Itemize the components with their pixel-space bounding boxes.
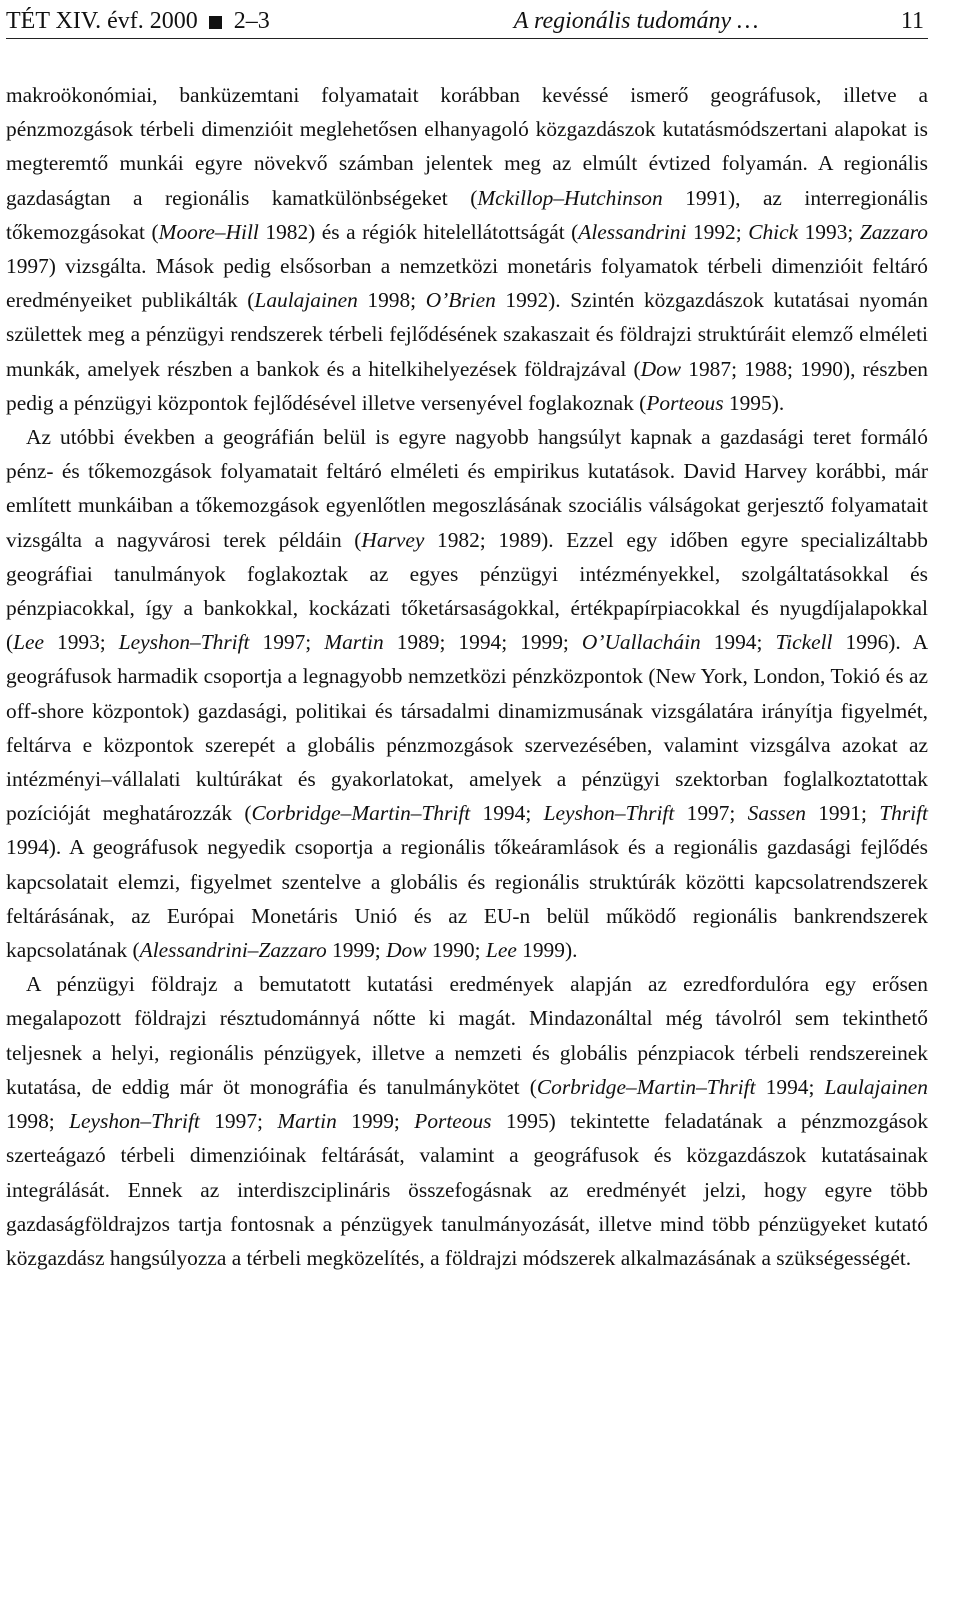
paragraph-text: A pénzügyi földrajz a bemutatott kutatási eredmények alapján az ezredfordulóra egy erősen megalapozott földrajzi résztudománnyá nőtte ki magát. Mindazonáltal még távolról sem tekinthető teljesnek a helyi, regionális pénzügyek, illetve a nemzeti és globális pénzpiacok térbeli rendszereinek kutatása, de eddig már öt monográfia és tanulmánykötet ( bbox=[6, 972, 928, 1099]
paragraph bbox=[6, 78, 928, 420]
citation-author: Chick bbox=[748, 219, 799, 244]
citation-author: Porteous bbox=[646, 390, 724, 415]
citation-author: Leyshon–Thrift bbox=[543, 801, 675, 826]
citation-author: Laulajainen bbox=[254, 288, 358, 313]
paragraph-text: 1994; bbox=[700, 630, 776, 655]
paragraph-text: makroökonómiai, banküzemtani folyamatait korábban kevéssé ismerő geográfusok, illetve a pénzmozgások térbeli dimenzióit meglehetősen elhanyagoló közgazdászok kutatásmódszertani alapokat is megteremtő munkái egyre növekvő számban jelentek meg az elmúlt évtized folyamán. A regionális gazdaságtan a regionális kamatkülönbségeket ( bbox=[6, 83, 928, 210]
paragraph bbox=[6, 967, 928, 1275]
square-bullet-icon bbox=[209, 16, 222, 29]
citation-author: Mckillop–Hutchinson bbox=[477, 185, 663, 210]
issue-number: 2–3 bbox=[233, 8, 270, 34]
paragraph-text: 1997) vizsgálta. Mások pedig elsősorban a nemzetközi monetáris folyamatok térbeli dimenzióit feltáró eredményeiket publikálták ( bbox=[6, 254, 928, 313]
citation-author: Lee bbox=[485, 938, 517, 963]
citation-author: O’Uallacháin bbox=[581, 630, 701, 655]
citation-author: Laulajainen bbox=[824, 1074, 928, 1099]
citation-author: Leyshon–Thrift bbox=[118, 630, 250, 655]
paragraph-text: 1999). bbox=[516, 938, 578, 963]
paragraph-text: 1992; bbox=[686, 219, 749, 244]
paragraph-text: 1993; bbox=[798, 219, 860, 244]
paragraph-text: 1997; bbox=[674, 801, 748, 826]
paragraph-text: 1994; bbox=[755, 1074, 825, 1099]
citation-author: Porteous bbox=[414, 1109, 492, 1134]
paragraph-text: 1996). A geográfusok harmadik csoportja a legnagyobb nemzetközi pénzközpontok (New York, London, Tokió és az off-shore központok) gazdasági, politikai és társadalmi dinamizmusának vizsgálatára irányítja figyelmét, feltárva e központok szerepét a globális pénzmozgások szervezésében, valamint vizsgálva azokat az intézményi–vállalati kultúrákat és gyakorlatokat, amelyek a pénzügyi szektorban foglalkoztatottak pozícióját meghatározzák ( bbox=[6, 630, 929, 826]
citation-author: Martin bbox=[324, 630, 384, 655]
paragraph-text: 1982; 1989). Ezzel egy időben egyre specializáltabb geográfiai tanulmányok foglakoztak az egyes pénzügyi intézményekkel, szolgáltatásokkal és pénzpiacokkal, így a bankokkal, kockázati tőketársaságokkal, értékpapírpiacokkal és nyugdíjalapokkal ( bbox=[6, 527, 928, 655]
paragraph-text: 1991), az interregionális tőkemozgásokat ( bbox=[6, 185, 928, 244]
paragraph-text: 1990; bbox=[426, 938, 486, 963]
paragraph-text: 1999; bbox=[336, 1109, 415, 1134]
citation-author: Alessandrini bbox=[578, 219, 687, 244]
citation-author: Dow bbox=[640, 356, 682, 381]
citation-author: Leyshon–Thrift bbox=[69, 1109, 200, 1134]
citation-author: Harvey bbox=[361, 527, 425, 552]
citation-author: O’Brien bbox=[425, 288, 496, 313]
citation-author: Lee bbox=[13, 630, 45, 655]
paragraph-text: 1994; bbox=[470, 801, 544, 826]
citation-author: Alessandrini–Zazzaro bbox=[139, 938, 327, 963]
paragraph-text: 1999; bbox=[326, 938, 387, 963]
paragraph-text: 1987; 1988; 1990), részben pedig a pénzügyi központok fejlődésével illetve versenyével foglakoznak ( bbox=[6, 356, 929, 415]
paragraph-text: 1991; bbox=[805, 801, 880, 826]
paragraph-text: 1989; 1994; 1999; bbox=[383, 630, 582, 655]
citation-author: Dow bbox=[386, 938, 427, 963]
paragraph-text: 1992). Szintén közgazdászok kutatásai nyomán születtek meg a pénzügyi rendszerek térbeli fejlődésének szakaszait és földrajzi struktúráit elemző elméleti munkák, amelyek részben a bankok és a hitelkihelyezések földrajzával ( bbox=[6, 288, 929, 381]
paragraph-text: 1982) és a régiók hitelellátottságát ( bbox=[258, 219, 579, 244]
running-header bbox=[6, 4, 928, 39]
citation-author: Thrift bbox=[879, 801, 928, 826]
citation-author: Corbridge–Martin–Thrift bbox=[536, 1074, 756, 1099]
paragraph-text: 1993; bbox=[44, 630, 119, 655]
paragraph-text: 1997; bbox=[249, 630, 325, 655]
paragraph-text: 1994). A geográfusok negyedik csoportja a regionális tőkeáramlások és a regionális gazdasági fejlődés kapcsolatait elemzi, figyelmet szentelve a globális és regionális struktúrák közötti kapcsolatrendszerek feltárásának, az Európai Monetáris Unió és az EU-n belül működő regionális bankrendszerek kapcsolatának ( bbox=[6, 835, 928, 963]
citation-author: Corbridge–Martin–Thrift bbox=[251, 801, 471, 826]
page-number: 11 bbox=[900, 8, 924, 34]
paragraph bbox=[6, 420, 928, 967]
paragraph-text: 1995). bbox=[723, 390, 785, 415]
article-body bbox=[6, 78, 928, 1275]
citation-author: Moore–Hill bbox=[158, 219, 259, 244]
citation-author: Tickell bbox=[775, 630, 833, 655]
citation-author: Martin bbox=[277, 1109, 337, 1134]
paragraph-text: Az utóbbi években a geográfián belül is egyre nagyobb hangsúlyt kapnak a gazdasági teret formáló pénz- és tőkemozgások folyamatait feltáró elméleti és empirikus kutatások. David Harvey korábbi, már említett munkáiban a tőkemozgások egyenlőtlen megoszlásának szociális válságokat gerjesztő folyamatait vizsgálta a nagyvárosi terek példáin ( bbox=[6, 425, 928, 552]
journal-label: TÉT XIV. évf. 2000 bbox=[6, 8, 198, 34]
paragraph-text: 1998; bbox=[357, 288, 426, 313]
paragraph-text: 1997; bbox=[199, 1109, 278, 1134]
citation-author: Zazzaro bbox=[859, 219, 929, 244]
paragraph-text: 1995) tekintette feladatának a pénzmozgások szerteágazó térbeli dimenzióinak feltárását, valamint a geográfusok és közgazdászok kutatásainak integrálását. Ennek az interdiszciplináris összefogásnak az eredményét jelzi, hogy egyre több gazdaságföldrajzos tartja fontosnak a pénzügyek tanulmányozását, illetve mind több pénzügyeket kutató közgazdász hangsúlyozza a térbeli megközelítés, a földrajzi módszerek alkalmazásának a szükségességét. bbox=[6, 1109, 929, 1270]
paragraph-text: 1998; bbox=[6, 1109, 70, 1134]
citation-author: Sassen bbox=[747, 801, 806, 826]
running-title: A regionális tudomány … bbox=[513, 8, 759, 34]
